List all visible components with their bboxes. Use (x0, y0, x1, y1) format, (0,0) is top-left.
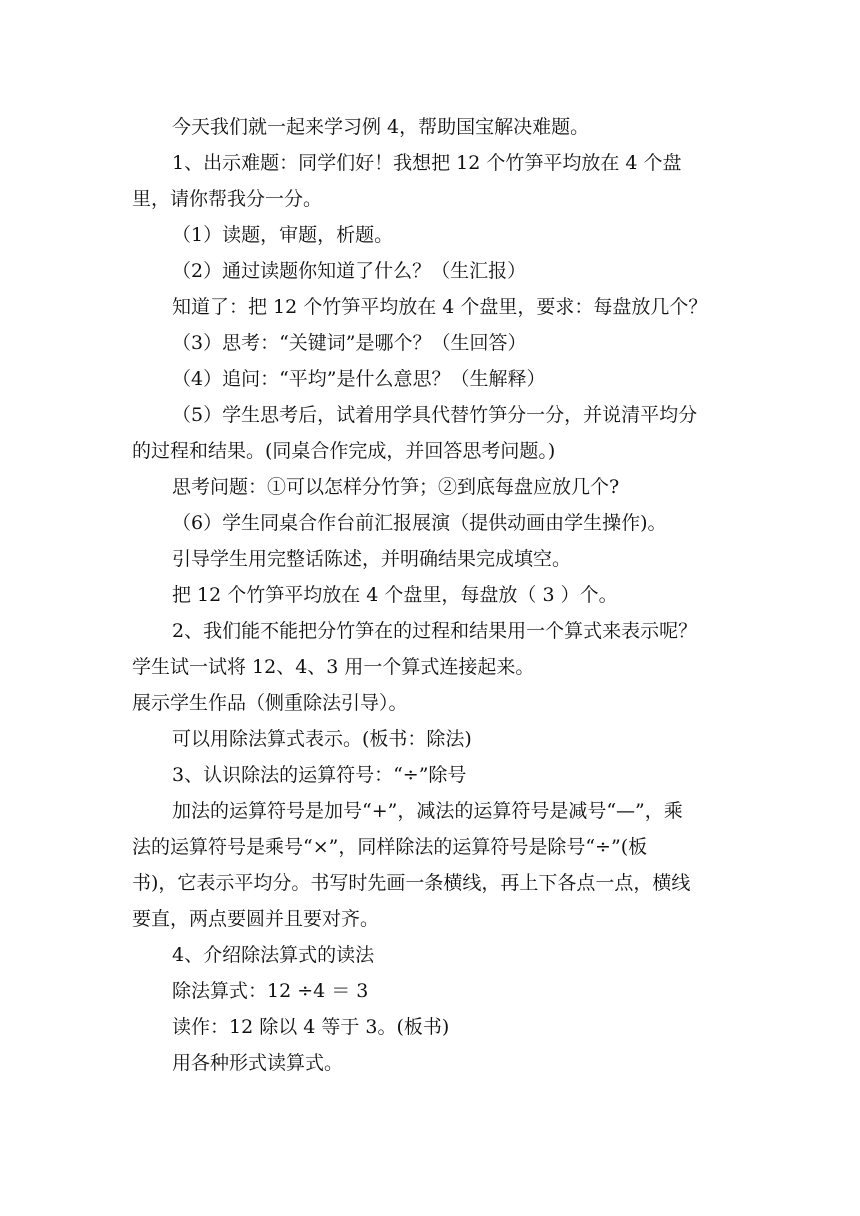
text-line: 今天我们就一起来学习例 4，帮助国宝解决难题。 (172, 116, 590, 138)
text-line: 除法算式：12 ÷4 ＝ 3 (172, 980, 369, 1002)
text-line: 书)，它表示平均分。书写时先画一条横线，再上下各点一点，横线 (132, 872, 691, 894)
text-line: 的过程和结果。(同桌合作完成，并回答思考问题。) (132, 440, 556, 462)
text-line: 里，请你帮我分一分。 (132, 188, 323, 210)
text-line: 读作：12 除以 4 等于 3。(板书) (172, 1016, 450, 1038)
text-line: 学生试一试将 12、4、3 用一个算式连接起来。 (132, 656, 535, 678)
text-line: 引导学生用完整话陈述，并明确结果完成填空。 (172, 548, 572, 570)
text-line: 知道了：把 12 个竹笋平均放在 4 个盘里，要求：每盘放几个？ (172, 296, 708, 318)
text-line: （1）读题，审题，析题。 (172, 224, 394, 246)
text-line: 加法的运算符号是加号“+”，减法的运算符号是减号“—”，乘 (172, 800, 683, 822)
text-line: 2、我们能不能把分竹笋在的过程和结果用一个算式来表示呢？ (172, 620, 698, 642)
text-line: 可以用除法算式表示。(板书：除法) (172, 728, 472, 750)
text-line: （4）追问：“平均”是什么意思？（生解释） (172, 368, 546, 390)
text-line: 用各种形式读算式。 (172, 1052, 344, 1074)
text-line: （5）学生思考后，试着用学具代替竹笋分一分，并说清平均分 (172, 404, 698, 426)
text-line: 4、介绍除法算式的读法 (172, 944, 375, 966)
text-line: 要直，两点要圆并且要对齐。 (132, 908, 380, 930)
text-line: 1、出示难题：同学们好！我想把 12 个竹笋平均放在 4 个盘 (172, 152, 682, 174)
text-line: 思考问题：①可以怎样分竹笋；②到底每盘应放几个? (172, 476, 620, 498)
text-line: （3）思考：“关键词”是哪个？（生回答） (172, 332, 527, 354)
text-line: 法的运算符号是乘号“×”，同样除法的运算符号是除号“÷”(板 (132, 836, 648, 858)
text-line: 3、认识除法的运算符号：“÷”除号 (172, 764, 467, 786)
text-line: （6）学生同桌合作台前汇报展演（提供动画由学生操作)。 (172, 512, 667, 534)
text-line: （2）通过读题你知道了什么？（生汇报） (172, 260, 527, 282)
text-line: 展示学生作品（侧重除法引导）。 (132, 692, 408, 714)
text-line: 把 12 个竹笋平均放在 4 个盘里，每盘放（ 3 ）个。 (172, 584, 618, 606)
